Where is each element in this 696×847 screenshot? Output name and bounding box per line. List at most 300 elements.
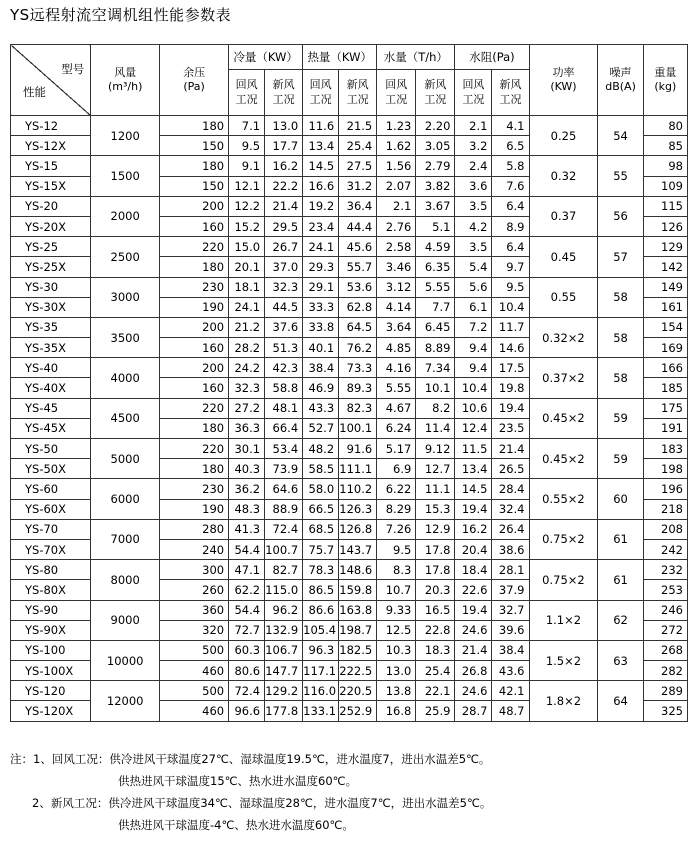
cell-w2: 18.3 (416, 640, 455, 660)
cell-r2: 37.9 (492, 580, 529, 600)
cell-c2: 100.7 (265, 539, 303, 559)
cell-r2: 6.5 (492, 136, 529, 156)
cell-pressure: 220 (160, 439, 229, 459)
cell-r2: 17.5 (492, 358, 529, 378)
cell-model: YS-35 (11, 317, 91, 337)
cell-model: YS-120 (11, 681, 91, 701)
cell-w1: 4.85 (377, 338, 416, 358)
cell-w1: 6.9 (377, 459, 416, 479)
cell-c1: 9.1 (229, 156, 265, 176)
cell-r1: 19.4 (455, 499, 492, 519)
cell-r2: 7.6 (492, 176, 529, 196)
header-heating: 热量（KW） (303, 45, 377, 70)
table-row (11, 277, 688, 297)
cell-w2: 16.5 (416, 600, 455, 620)
cell-r1: 10.6 (455, 398, 492, 418)
cell-r2: 26.4 (492, 519, 529, 539)
cell-r2: 28.4 (492, 479, 529, 499)
cell-r2: 14.6 (492, 338, 529, 358)
cell-pressure: 280 (160, 519, 229, 539)
cell-r2: 28.1 (492, 560, 529, 580)
cell-pressure: 180 (160, 156, 229, 176)
cell-model: YS-40X (11, 378, 91, 398)
cell-airflow: 4000 (91, 358, 160, 398)
cell-r2: 43.6 (492, 661, 529, 681)
cell-c2: 17.7 (265, 136, 303, 156)
table-row (11, 479, 688, 499)
cell-weight: 80 (643, 116, 687, 136)
cell-w2: 8.2 (416, 398, 455, 418)
cell-w2: 20.3 (416, 580, 455, 600)
cell-h2: 89.3 (339, 378, 377, 398)
cell-airflow: 5000 (91, 439, 160, 479)
cell-airflow: 9000 (91, 600, 160, 640)
cell-h1: 58.5 (303, 459, 339, 479)
cell-h2: 100.1 (339, 418, 377, 438)
cell-r1: 28.7 (455, 701, 492, 721)
header-heating-return: 回风 工况 (303, 70, 339, 116)
cell-r1: 2.4 (455, 156, 492, 176)
cell-h2: 31.2 (339, 176, 377, 196)
cell-model: YS-12 (11, 116, 91, 136)
cell-c1: 80.6 (229, 661, 265, 681)
cell-w1: 3.64 (377, 317, 416, 337)
cell-w2: 17.8 (416, 560, 455, 580)
cell-c1: 36.3 (229, 418, 265, 438)
header-model: 型号 (61, 62, 85, 76)
cell-w1: 3.46 (377, 257, 416, 277)
cell-weight: 272 (643, 620, 687, 640)
cell-r1: 10.4 (455, 378, 492, 398)
cell-r1: 13.4 (455, 459, 492, 479)
cell-r1: 24.6 (455, 681, 492, 701)
cell-pressure: 200 (160, 358, 229, 378)
cell-model: YS-25 (11, 237, 91, 257)
cell-c2: 177.8 (265, 701, 303, 721)
cell-weight: 185 (643, 378, 687, 398)
cell-c1: 40.3 (229, 459, 265, 479)
cell-pressure: 230 (160, 277, 229, 297)
cell-r2: 32.7 (492, 600, 529, 620)
cell-noise: 62 (598, 600, 643, 640)
cell-r1: 5.6 (455, 277, 492, 297)
cell-c1: 20.1 (229, 257, 265, 277)
cell-c2: 72.4 (265, 519, 303, 539)
cell-pressure: 300 (160, 560, 229, 580)
cell-pressure: 190 (160, 499, 229, 519)
cell-weight: 198 (643, 459, 687, 479)
cell-r1: 7.2 (455, 317, 492, 337)
cell-pressure: 200 (160, 196, 229, 216)
cell-model: YS-80 (11, 560, 91, 580)
cell-model: YS-60X (11, 499, 91, 519)
cell-h2: 44.4 (339, 216, 377, 236)
cell-r1: 18.4 (455, 560, 492, 580)
cell-noise: 58 (598, 317, 643, 357)
cell-airflow: 3000 (91, 277, 160, 317)
cell-weight: 268 (643, 640, 687, 660)
cell-weight: 115 (643, 196, 687, 216)
cell-c2: 82.7 (265, 560, 303, 580)
cell-w2: 8.89 (416, 338, 455, 358)
cell-noise: 60 (598, 479, 643, 519)
cell-c2: 44.5 (265, 297, 303, 317)
cell-pressure: 160 (160, 338, 229, 358)
cell-power: 0.75×2 (529, 519, 598, 559)
cell-model: YS-45 (11, 398, 91, 418)
cell-weight: 161 (643, 297, 687, 317)
cell-w1: 6.22 (377, 479, 416, 499)
cell-model: YS-120X (11, 701, 91, 721)
header-heating-fresh: 新风 工况 (339, 70, 377, 116)
cell-r1: 3.5 (455, 237, 492, 257)
note-2: 2、新风工况：供冷进风干球温度34℃、湿球温度28℃，进水温度7℃，进出水温差5℃。 (32, 796, 492, 810)
cell-r2: 32.4 (492, 499, 529, 519)
cell-h1: 68.5 (303, 519, 339, 539)
cell-noise: 54 (598, 116, 643, 156)
cell-r1: 9.4 (455, 338, 492, 358)
cell-r1: 21.4 (455, 640, 492, 660)
cell-c2: 58.8 (265, 378, 303, 398)
cell-r2: 4.1 (492, 116, 529, 136)
cell-h2: 91.6 (339, 439, 377, 459)
cell-h2: 73.3 (339, 358, 377, 378)
cell-w2: 22.1 (416, 681, 455, 701)
cell-c2: 64.6 (265, 479, 303, 499)
cell-h1: 29.3 (303, 257, 339, 277)
cell-h2: 126.8 (339, 519, 377, 539)
cell-c1: 72.7 (229, 620, 265, 640)
cell-c1: 48.3 (229, 499, 265, 519)
cell-c2: 32.3 (265, 277, 303, 297)
header-resistance-fresh: 新风 工况 (492, 70, 529, 116)
cell-pressure: 320 (160, 620, 229, 640)
cell-pressure: 220 (160, 237, 229, 257)
cell-airflow: 1500 (91, 156, 160, 196)
cell-h2: 143.7 (339, 539, 377, 559)
cell-w1: 1.62 (377, 136, 416, 156)
cell-h1: 117.1 (303, 661, 339, 681)
cell-c2: 29.5 (265, 216, 303, 236)
cell-r2: 11.7 (492, 317, 529, 337)
cell-r1: 3.2 (455, 136, 492, 156)
cell-power: 0.37×2 (529, 358, 598, 398)
cell-w1: 9.5 (377, 539, 416, 559)
cell-weight: 109 (643, 176, 687, 196)
cell-pressure: 230 (160, 479, 229, 499)
cell-r2: 5.8 (492, 156, 529, 176)
cell-model: YS-45X (11, 418, 91, 438)
cell-c1: 9.5 (229, 136, 265, 156)
cell-h1: 86.5 (303, 580, 339, 600)
cell-weight: 191 (643, 418, 687, 438)
cell-h1: 11.6 (303, 116, 339, 136)
cell-noise: 64 (598, 681, 643, 721)
cell-noise: 57 (598, 237, 643, 277)
cell-c2: 22.2 (265, 176, 303, 196)
header-pressure-label: 余压 (183, 65, 206, 79)
cell-w1: 2.1 (377, 196, 416, 216)
cell-h1: 116.0 (303, 681, 339, 701)
table-row (11, 439, 688, 459)
cell-h2: 163.8 (339, 600, 377, 620)
cell-r1: 9.4 (455, 358, 492, 378)
cell-model: YS-70 (11, 519, 91, 539)
table-row (11, 358, 688, 378)
cell-r2: 19.4 (492, 398, 529, 418)
cell-w2: 5.1 (416, 216, 455, 236)
cell-c2: 73.9 (265, 459, 303, 479)
cell-w1: 5.55 (377, 378, 416, 398)
cell-model: YS-50 (11, 439, 91, 459)
header-cooling-fresh: 新风 工况 (265, 70, 303, 116)
cell-c2: 147.7 (265, 661, 303, 681)
cell-r2: 21.4 (492, 439, 529, 459)
header-power-label: 功率 (552, 65, 575, 79)
cell-r1: 3.5 (455, 196, 492, 216)
cell-pressure: 500 (160, 681, 229, 701)
cell-c2: 37.0 (265, 257, 303, 277)
cell-w2: 3.82 (416, 176, 455, 196)
cell-model: YS-60 (11, 479, 91, 499)
table-body (11, 116, 688, 722)
cell-pressure: 500 (160, 640, 229, 660)
cell-power: 1.8×2 (529, 681, 598, 721)
cell-c1: 12.1 (229, 176, 265, 196)
cell-h1: 52.7 (303, 418, 339, 438)
cell-airflow: 10000 (91, 640, 160, 680)
header-water-fresh: 新风 工况 (416, 70, 455, 116)
cell-c1: 60.3 (229, 640, 265, 660)
cell-h2: 148.6 (339, 560, 377, 580)
cell-power: 0.45×2 (529, 398, 598, 438)
cell-noise: 61 (598, 519, 643, 559)
cell-model: YS-35X (11, 338, 91, 358)
cell-airflow: 12000 (91, 681, 160, 721)
cell-c1: 21.2 (229, 317, 265, 337)
cell-pressure: 240 (160, 539, 229, 559)
cell-weight: 232 (643, 560, 687, 580)
cell-h1: 75.7 (303, 539, 339, 559)
cell-h1: 40.1 (303, 338, 339, 358)
cell-airflow: 2000 (91, 196, 160, 236)
cell-w1: 1.23 (377, 116, 416, 136)
cell-r1: 14.5 (455, 479, 492, 499)
cell-power: 0.25 (529, 116, 598, 156)
cell-r2: 9.7 (492, 257, 529, 277)
cell-w1: 8.29 (377, 499, 416, 519)
cell-power: 0.75×2 (529, 560, 598, 600)
cell-power: 0.37 (529, 196, 598, 236)
header-weight-label: 重量 (654, 65, 677, 79)
cell-c1: 96.6 (229, 701, 265, 721)
cell-weight: 289 (643, 681, 687, 701)
cell-noise: 58 (598, 277, 643, 317)
cell-h2: 62.8 (339, 297, 377, 317)
cell-w2: 11.1 (416, 479, 455, 499)
cell-r1: 20.4 (455, 539, 492, 559)
cell-c1: 24.2 (229, 358, 265, 378)
cell-w2: 4.59 (416, 237, 455, 257)
cell-h1: 33.3 (303, 297, 339, 317)
cell-pressure: 220 (160, 398, 229, 418)
table-row (11, 681, 688, 701)
header-water: 水量（T/h） (377, 45, 455, 70)
cell-r2: 9.5 (492, 277, 529, 297)
cell-w2: 7.7 (416, 297, 455, 317)
cell-w1: 6.24 (377, 418, 416, 438)
cell-c1: 7.1 (229, 116, 265, 136)
cell-power: 1.1×2 (529, 600, 598, 640)
header-water-return: 回风 工况 (377, 70, 416, 116)
cell-h1: 48.2 (303, 439, 339, 459)
cell-h2: 36.4 (339, 196, 377, 216)
cell-w1: 4.14 (377, 297, 416, 317)
cell-weight: 208 (643, 519, 687, 539)
cell-noise: 55 (598, 156, 643, 196)
cell-h1: 13.4 (303, 136, 339, 156)
header-noise-unit: dB(A) (605, 80, 636, 93)
cell-h2: 198.7 (339, 620, 377, 640)
cell-h1: 46.9 (303, 378, 339, 398)
cell-c1: 27.2 (229, 398, 265, 418)
cell-c2: 96.2 (265, 600, 303, 620)
cell-r2: 6.4 (492, 196, 529, 216)
table-row (11, 196, 688, 216)
cell-c1: 28.2 (229, 338, 265, 358)
cell-model: YS-100 (11, 640, 91, 660)
cell-pressure: 200 (160, 317, 229, 337)
cell-h1: 16.6 (303, 176, 339, 196)
cell-h2: 53.6 (339, 277, 377, 297)
cell-noise: 59 (598, 439, 643, 479)
cell-model: YS-90X (11, 620, 91, 640)
cell-noise: 56 (598, 196, 643, 236)
cell-h2: 55.7 (339, 257, 377, 277)
cell-c1: 54.4 (229, 539, 265, 559)
cell-r2: 39.6 (492, 620, 529, 640)
header-weight-unit: (kg) (654, 80, 677, 93)
cell-c2: 66.4 (265, 418, 303, 438)
cell-w2: 25.4 (416, 661, 455, 681)
table-row (11, 116, 688, 136)
cell-noise: 58 (598, 358, 643, 398)
cell-h1: 66.5 (303, 499, 339, 519)
cell-h2: 159.8 (339, 580, 377, 600)
cell-model: YS-30 (11, 277, 91, 297)
cell-weight: 166 (643, 358, 687, 378)
cell-h1: 133.1 (303, 701, 339, 721)
cell-w2: 22.8 (416, 620, 455, 640)
cell-model: YS-20X (11, 216, 91, 236)
cell-noise: 59 (598, 398, 643, 438)
cell-h1: 43.3 (303, 398, 339, 418)
cell-r1: 16.2 (455, 519, 492, 539)
cell-weight: 169 (643, 338, 687, 358)
cell-model: YS-70X (11, 539, 91, 559)
cell-c1: 12.2 (229, 196, 265, 216)
cell-airflow: 4500 (91, 398, 160, 438)
cell-r2: 48.7 (492, 701, 529, 721)
cell-pressure: 160 (160, 378, 229, 398)
cell-h2: 27.5 (339, 156, 377, 176)
note-1-cont: 供热进风干球温度15℃、热水进水温度60℃。 (118, 774, 358, 788)
cell-w2: 2.79 (416, 156, 455, 176)
table-row (11, 237, 688, 257)
cell-weight: 129 (643, 237, 687, 257)
cell-w2: 12.9 (416, 519, 455, 539)
cell-w1: 2.07 (377, 176, 416, 196)
cell-w1: 4.16 (377, 358, 416, 378)
cell-model: YS-90 (11, 600, 91, 620)
header-model-performance (11, 45, 91, 116)
cell-h2: 64.5 (339, 317, 377, 337)
header-cooling: 冷量（KW） (229, 45, 303, 70)
cell-airflow: 8000 (91, 560, 160, 600)
cell-pressure: 190 (160, 297, 229, 317)
header-weight (643, 45, 687, 116)
cell-c1: 15.0 (229, 237, 265, 257)
cell-h1: 29.1 (303, 277, 339, 297)
cell-w2: 17.8 (416, 539, 455, 559)
cell-model: YS-15X (11, 176, 91, 196)
cell-w1: 4.67 (377, 398, 416, 418)
cell-w1: 10.3 (377, 640, 416, 660)
cell-w2: 9.12 (416, 439, 455, 459)
cell-h1: 14.5 (303, 156, 339, 176)
cell-power: 0.45×2 (529, 439, 598, 479)
cell-w2: 11.4 (416, 418, 455, 438)
cell-w1: 10.7 (377, 580, 416, 600)
cell-pressure: 360 (160, 600, 229, 620)
cell-power: 0.32×2 (529, 317, 598, 357)
header-airflow-unit: (m³/h) (108, 80, 143, 93)
cell-w1: 2.76 (377, 216, 416, 236)
cell-noise: 63 (598, 640, 643, 680)
cell-w2: 25.9 (416, 701, 455, 721)
table-row (11, 398, 688, 418)
cell-pressure: 150 (160, 176, 229, 196)
cell-c2: 37.6 (265, 317, 303, 337)
cell-model: YS-30X (11, 297, 91, 317)
cell-h2: 21.5 (339, 116, 377, 136)
cell-h1: 24.1 (303, 237, 339, 257)
cell-c1: 54.4 (229, 600, 265, 620)
cell-weight: 242 (643, 539, 687, 559)
cell-c1: 18.1 (229, 277, 265, 297)
cell-w1: 5.17 (377, 439, 416, 459)
cell-h2: 222.5 (339, 661, 377, 681)
cell-r1: 24.6 (455, 620, 492, 640)
cell-r2: 23.5 (492, 418, 529, 438)
cell-c2: 88.9 (265, 499, 303, 519)
cell-c2: 129.2 (265, 681, 303, 701)
cell-h1: 78.3 (303, 560, 339, 580)
cell-h1: 38.4 (303, 358, 339, 378)
header-pressure-unit: (Pa) (183, 80, 205, 93)
notes (10, 748, 491, 836)
cell-r2: 26.5 (492, 459, 529, 479)
cell-c1: 32.3 (229, 378, 265, 398)
cell-model: YS-80X (11, 580, 91, 600)
cell-w2: 10.1 (416, 378, 455, 398)
header-noise-label: 噪声 (609, 65, 632, 79)
header-noise (598, 45, 643, 116)
cell-r2: 38.6 (492, 539, 529, 559)
cell-h2: 111.1 (339, 459, 377, 479)
cell-w2: 3.67 (416, 196, 455, 216)
cell-pressure: 160 (160, 216, 229, 236)
